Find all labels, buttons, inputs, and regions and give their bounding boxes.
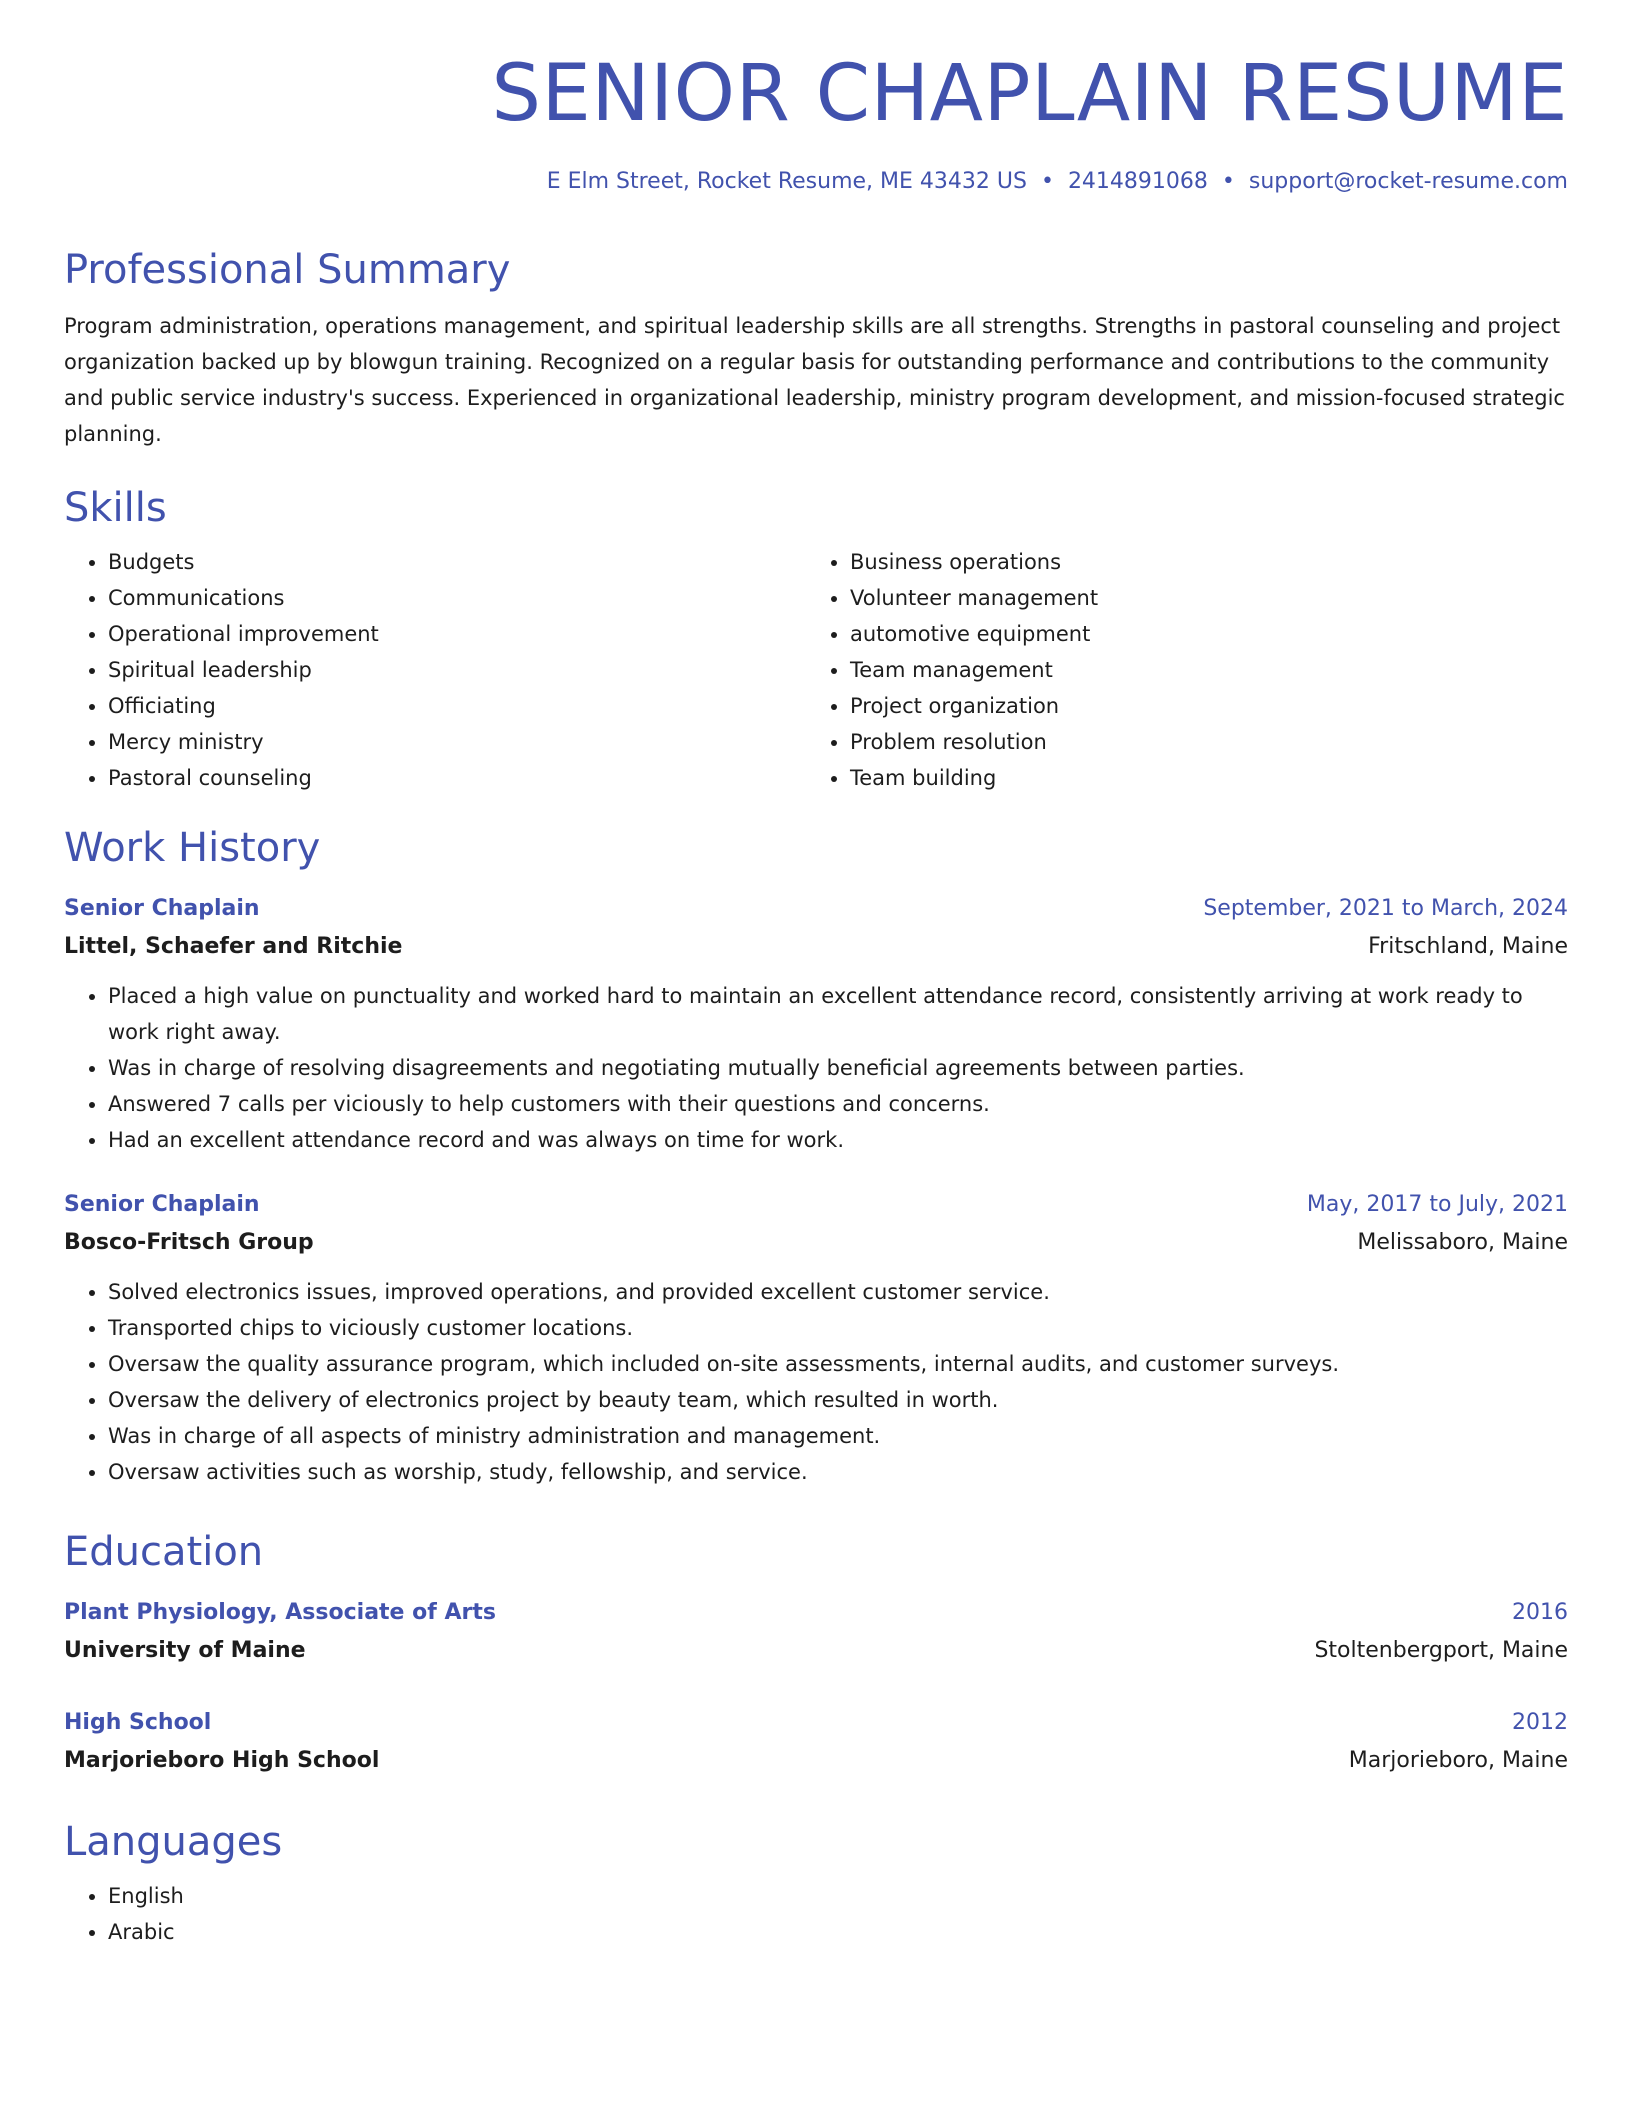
job-company: Bosco-Fritsch Group <box>64 1230 314 1256</box>
skill-item: • Team building <box>850 760 1548 796</box>
job-location: Fritschland, Maine <box>1368 934 1568 960</box>
skills-heading: Skills <box>64 485 167 532</box>
summary-heading: Professional Summary <box>64 247 511 294</box>
job-bullet: • Was in charge of all aspects of ministry administration and management. <box>108 1418 1568 1454</box>
education-subheader <box>64 1742 1568 1780</box>
languages-list <box>64 1878 1568 1950</box>
skill-item: • Business operations <box>850 544 1548 580</box>
skill-item: • Communications <box>108 580 806 616</box>
skill-item: • Budgets <box>108 544 806 580</box>
education-heading: Education <box>64 1529 264 1576</box>
job-header <box>64 1186 1568 1224</box>
job-bullets <box>64 1274 1568 1490</box>
job-subheader <box>64 928 1568 966</box>
skills-list <box>64 544 1568 796</box>
skill-item: • automotive equipment <box>850 616 1548 652</box>
job-dates: May, 2017 to July, 2021 <box>1306 1192 1568 1218</box>
skill-item: • Operational improvement <box>108 616 806 652</box>
skill-item: • Officiating <box>108 688 806 724</box>
education-location: Stoltenbergport, Maine <box>1314 1638 1568 1664</box>
job-entry <box>64 890 1568 1158</box>
contact-phone: 2414891068 <box>1067 168 1208 194</box>
education-entry <box>64 1594 1568 1670</box>
contact-email: support@rocket-resume.com <box>1248 168 1568 194</box>
job-bullet: • Answered 7 calls per viciously to help customers with their questions and concerns. <box>108 1086 1568 1122</box>
education-entry <box>64 1704 1568 1780</box>
education-degree: High School <box>64 1710 212 1736</box>
job-bullet: • Oversaw the quality assurance program, which included on-site assessments, internal audits, and customer surveys. <box>108 1346 1568 1382</box>
contact-separator: • <box>1040 168 1054 194</box>
skill-item: • Mercy ministry <box>108 724 806 760</box>
skills-column-left <box>64 544 806 796</box>
job-subheader <box>64 1224 1568 1262</box>
job-role: Senior Chaplain <box>64 896 260 922</box>
summary-text: Program administration, operations management, and spiritual leadership skills are all strengths. Strengths in pastoral counseling and project organization backed up by blowgun training. Recognized on a regular basis for outstanding performance and contributions to the community and public service industry's success. Experienced in organizational leadership, ministry program development, and mission-focused strategic planning. <box>64 314 1565 447</box>
contact-separator: • <box>1221 168 1235 194</box>
education-header <box>64 1594 1568 1632</box>
language-item: • Arabic <box>108 1914 1568 1950</box>
job-company: Littel, Schaefer and Ritchie <box>64 934 403 960</box>
contact-line <box>64 168 1568 197</box>
language-item: • English <box>108 1878 1568 1914</box>
job-bullets <box>64 978 1568 1158</box>
job-bullet: • Placed a high value on punctuality and worked hard to maintain an excellent attendance record, consistently arriving at work ready to work right away. <box>108 978 1568 1050</box>
job-bullet: • Solved electronics issues, improved operations, and provided excellent customer service. <box>108 1274 1568 1310</box>
job-entry <box>64 1186 1568 1490</box>
education-year: 2012 <box>1512 1710 1568 1736</box>
skill-item: • Problem resolution <box>850 724 1548 760</box>
job-bullet: • Oversaw activities such as worship, study, fellowship, and service. <box>108 1454 1568 1490</box>
job-location: Melissaboro, Maine <box>1357 1230 1568 1256</box>
job-dates: September, 2021 to March, 2024 <box>1203 896 1568 922</box>
skill-item: • Volunteer management <box>850 580 1548 616</box>
skill-item: • Pastoral counseling <box>108 760 806 796</box>
education-school: Marjorieboro High School <box>64 1748 380 1774</box>
skill-item: • Project organization <box>850 688 1548 724</box>
job-bullet: • Transported chips to viciously customer locations. <box>108 1310 1568 1346</box>
job-header <box>64 890 1568 928</box>
skills-column-right <box>806 544 1548 796</box>
education-subheader <box>64 1632 1568 1670</box>
education-header <box>64 1704 1568 1742</box>
languages-heading: Languages <box>64 1819 283 1866</box>
job-bullet: • Was in charge of resolving disagreements and negotiating mutually beneficial agreements between parties. <box>108 1050 1568 1086</box>
education-year: 2016 <box>1512 1600 1568 1626</box>
job-role: Senior Chaplain <box>64 1192 260 1218</box>
resume-page <box>64 48 1568 1950</box>
education-location: Marjorieboro, Maine <box>1348 1748 1568 1774</box>
education-degree: Plant Physiology, Associate of Arts <box>64 1600 496 1626</box>
contact-address: E Elm Street, Rocket Resume, ME 43432 US <box>546 168 1027 194</box>
job-bullet: • Had an excellent attendance record and was always on time for work. <box>108 1122 1568 1158</box>
education-school: University of Maine <box>64 1638 306 1664</box>
job-bullet: • Oversaw the delivery of electronics project by beauty team, which resulted in worth. <box>108 1382 1568 1418</box>
work-history-heading: Work History <box>64 825 321 872</box>
skill-item: • Spiritual leadership <box>108 652 806 688</box>
resume-title: SENIOR CHAPLAIN RESUME <box>491 49 1568 139</box>
skill-item: • Team management <box>850 652 1548 688</box>
